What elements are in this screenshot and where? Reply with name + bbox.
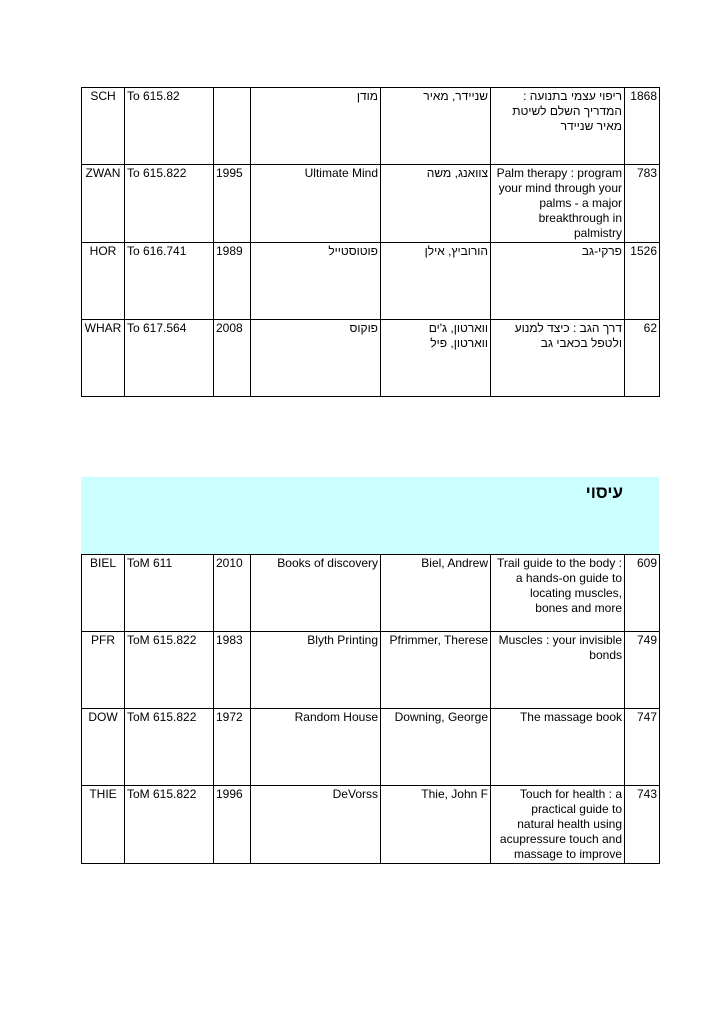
author: Pfrimmer, Therese (381, 632, 491, 709)
year (214, 88, 251, 165)
call-number: ToM 611 (125, 555, 214, 632)
call-number: To 615.82 (125, 88, 214, 165)
author: ווארטון, ג'ים ווארטון, פיל (381, 320, 491, 397)
author: הורוביץ, אילן (381, 243, 491, 320)
year: 1995 (214, 165, 251, 243)
shelf-code: ZWAN (82, 165, 125, 243)
catalog-table-2 (81, 554, 660, 864)
catalog-table-1 (81, 87, 660, 397)
table-row (82, 243, 660, 320)
table-row (82, 709, 660, 786)
book-title: Touch for health : a practical guide to natural health using acupressure touch and massage to improve (491, 786, 625, 864)
book-title: Muscles : your invisible bonds (491, 632, 625, 709)
table-row (82, 320, 660, 397)
publisher: Ultimate Mind (251, 165, 381, 243)
table-row (82, 165, 660, 243)
year: 1972 (214, 709, 251, 786)
publisher: מודן (251, 88, 381, 165)
publisher: פוטוסטייל (251, 243, 381, 320)
shelf-code: DOW (82, 709, 125, 786)
shelf-code: THIE (82, 786, 125, 864)
book-title: דרך הגב : כיצד למנוע ולטפל בכאבי גב (491, 320, 625, 397)
publisher: Random House (251, 709, 381, 786)
author: Biel, Andrew (381, 555, 491, 632)
call-number: To 616.741 (125, 243, 214, 320)
table-row (82, 786, 660, 864)
year: 1983 (214, 632, 251, 709)
table-row (82, 88, 660, 165)
call-number: ToM 615.822 (125, 786, 214, 864)
section-title: עיסוי (585, 483, 623, 502)
author: Thie, John F (381, 786, 491, 864)
record-number: 749 (625, 632, 660, 709)
year: 1989 (214, 243, 251, 320)
record-number: 609 (625, 555, 660, 632)
book-title: ריפוי עצמי בתנועה : המדריך השלם לשיטת מאיר שניידר (491, 88, 625, 165)
section-header-band (81, 477, 659, 554)
call-number: To 615.822 (125, 165, 214, 243)
publisher: Blyth Printing (251, 632, 381, 709)
call-number: To 617.564 (125, 320, 214, 397)
shelf-code: BIEL (82, 555, 125, 632)
year: 2010 (214, 555, 251, 632)
publisher: פוקוס (251, 320, 381, 397)
year: 2008 (214, 320, 251, 397)
shelf-code: SCH (82, 88, 125, 165)
call-number: ToM 615.822 (125, 709, 214, 786)
record-number: 62 (625, 320, 660, 397)
record-number: 783 (625, 165, 660, 243)
author: Downing, George (381, 709, 491, 786)
record-number: 743 (625, 786, 660, 864)
shelf-code: PFR (82, 632, 125, 709)
year: 1996 (214, 786, 251, 864)
book-title: פרקי-גב (491, 243, 625, 320)
author: שניידר, מאיר (381, 88, 491, 165)
record-number: 747 (625, 709, 660, 786)
call-number: ToM 615.822 (125, 632, 214, 709)
table-row (82, 632, 660, 709)
book-title: Palm therapy : program your mind through your palms - a major breakthrough in palmistry (491, 165, 625, 243)
record-number: 1868 (625, 88, 660, 165)
author: צוואנג, משה (381, 165, 491, 243)
book-title: The massage book (491, 709, 625, 786)
table-row (82, 555, 660, 632)
shelf-code: WHAR (82, 320, 125, 397)
publisher: DeVorss (251, 786, 381, 864)
book-title: Trail guide to the body : a hands-on guide to locating muscles, bones and more (491, 555, 625, 632)
publisher: Books of discovery (251, 555, 381, 632)
record-number: 1526 (625, 243, 660, 320)
shelf-code: HOR (82, 243, 125, 320)
